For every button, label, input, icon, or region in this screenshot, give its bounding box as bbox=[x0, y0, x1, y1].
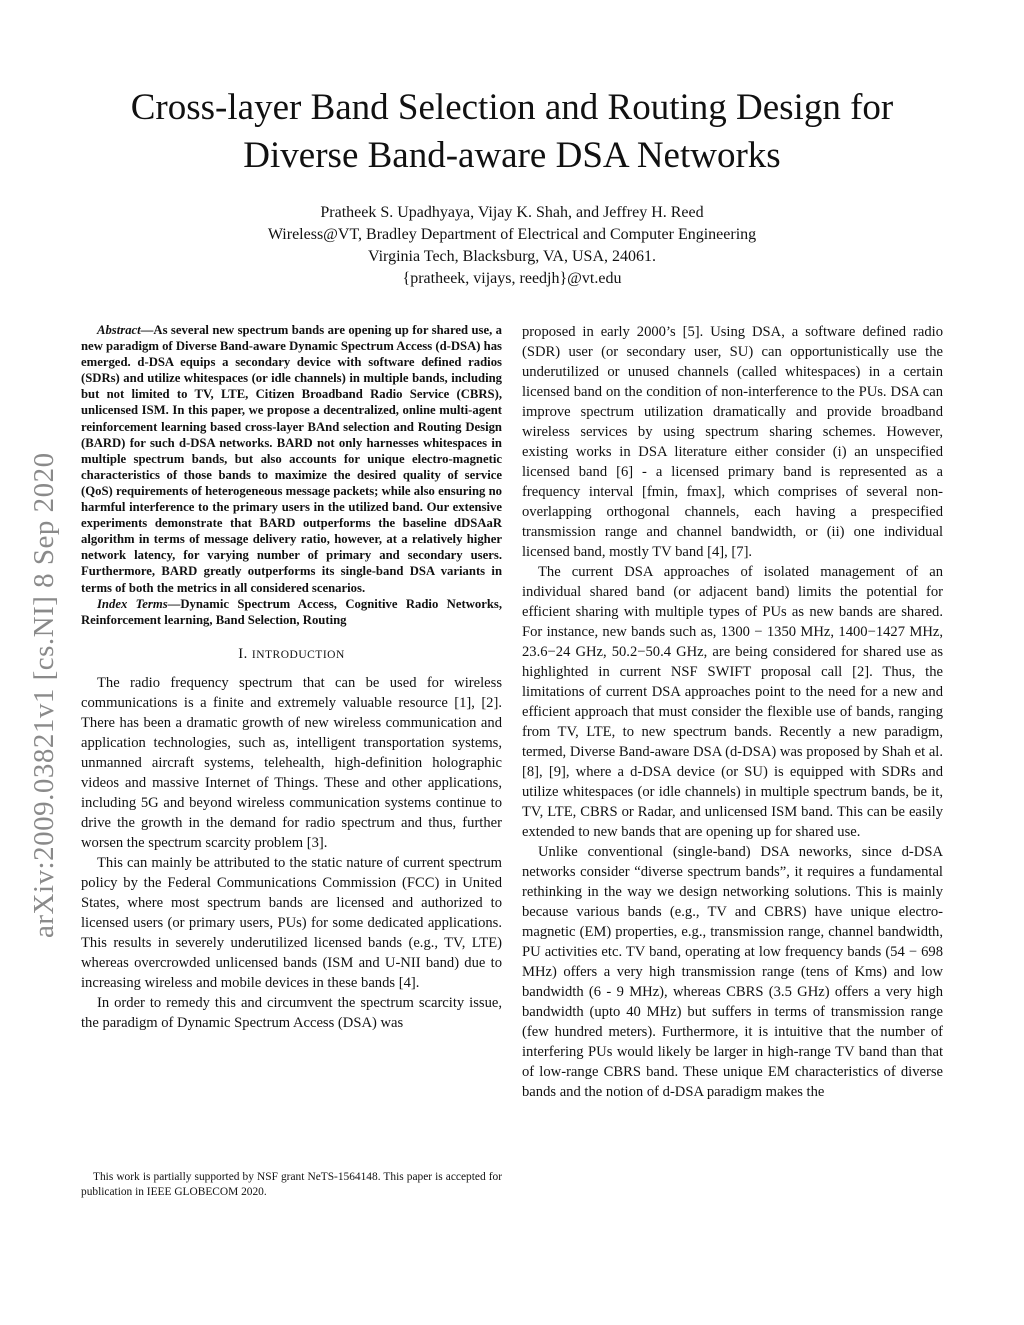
index-terms bbox=[81, 596, 502, 628]
index-terms-text: —Dynamic Spectrum Access, Cognitive Radio Networks, Reinforcement learning, Band Selection, Routing bbox=[81, 596, 502, 627]
abstract-text: As several new spectrum bands are opening up for shared use, a new paradigm of Diverse Band-aware Dynamic Spectrum Access (d-DSA) has emerged. d-DSA equips a secondary device with software defined radios (SDRs) and utilize whitespaces (or idle channels) in multiple bands, including but not limited to TV, LTE, Citizen Broadband Radio Service (CBRS), unlicensed ISM. In this paper, we propose a decentralized, online multi-agent reinforcement learning based cross-layer BAnd selection and Routing Design (BARD) for such d-DSA networks. BARD not only harnesses whitespaces in multiple spectrum bands, but also accounts for unique electro-magnetic characteristics of those bands to maximize the desired quality of service (QoS) requirements of heterogeneous message packets; while also ensuring no harmful interference to the primary users in the utilized band. Our extensive experiments demonstrate that BARD outperforms the baseline dDSAaR algorithm in terms of message delivery ratio, however, at a relatively higher network latency, for varying number of primary and secondary users. Furthermore, BARD greatly outperforms its single-band DSA variants in terms of both the metrics in all considered scenarios. bbox=[81, 323, 502, 595]
section-heading bbox=[81, 644, 502, 665]
author-affiliation: Wireless@VT, Bradley Department of Electrical and Computer Engineering bbox=[267, 226, 757, 243]
arxiv-identifier: arXiv:2009.03821v1 [cs.NI] 8 Sep 2020 bbox=[28, 452, 60, 938]
right-paragraph-2: The current DSA approaches of isolated management of an individual shared band (or adjacent band) limits the potential for efficient sharing with multiple types of PUs as new bands are shared. For instance, new bands such as, 1300 − 1350 MHz, 1400−1427 MHz, 23.6−24 GHz, 50.2−50.4 GHz, are being considered for shared use as highlighted in current NSF SWIFT proposal call [2]. Thus, the limitations of current DSA approaches point to the need for a new and efficient approach that must consider the flexible use of bands, ranging from TV, LTE, to new spectrum bands. Recently a new paradigm, termed, Diverse Band-aware DSA (d-DSA) was proposed by Shah et al. [8], [9], where a d-DSA device (or SU) is equipped with SDRs and utilize whitespaces (or idle channels) in multiple spectrum bands, be it, TV, LTE, CBRS or Radar, and unlicensed ISM band. This can be easily extended to new bands that are opening up for shared use. bbox=[522, 564, 943, 840]
left-paragraph-1: The radio frequency spectrum that can be used for wireless communications is a finite and extremely valuable resource [1], [2]. There has been a dramatic growth of new wireless communication and application technologies, such as, intelligent transportation systems, unmanned aircraft systems, telehealth, high-definition holographic videos and massive Internet of Things. These and other applications, including 5G and beyond wireless communication systems continue to drive the growth in the demand for radio spectrum and thus, further worsen the spectrum scarcity problem [3]. bbox=[81, 674, 502, 851]
right-paragraph-1: proposed in early 2000’s [5]. Using DSA, a software defined radio (SDR) user (or secondary user, SU) can opportunistically use the underutilized or unused channels (called whitespaces) in a certain licensed band on the condition of non-interference to the PUs. DSA can improve spectrum utilization dramatically and provide broadband wireless services by using spectrum sharing schemes. However, existing works in DSA literature either consider (i) an unspecified licensed band [6] - a licensed primary band is represented as a frequency interval [fmin, fmax], which comprises of several non-overlapping orthogonal channels, each having a prespecified transmission range and channel bandwidth, or (ii) one individual licensed band, mostly TV band [4], [7]. bbox=[522, 324, 943, 560]
author-location: Virginia Tech, Blacksburg, VA, USA, 24061. bbox=[368, 248, 656, 265]
abstract-lead: Abstract— bbox=[97, 323, 154, 337]
left-paragraph-2: This can mainly be attributed to the static nature of current spectrum policy by the Federal Communications Commission (FCC) in United States, where most spectrum bands are licensed and authorized to licensed users (or primary users, PUs) for some dedicated applications. This results in severely underutilized licensed bands (e.g., TV, LTE) whereas overcrowded unlicensed bands (ISM and U-NII band) due to increasing wireless and mobile devices in these bands [4]. bbox=[81, 854, 502, 991]
right-column bbox=[522, 322, 943, 1102]
footnote: This work is partially supported by NSF grant NeTS-1564148. This paper is accepted for publication in IEEE GLOBECOM 2020. bbox=[81, 1171, 502, 1198]
right-paragraph-3: Unlike conventional (single-band) DSA neworks, since d-DSA networks consider “diverse spectrum bands”, it requires a fundamental rethinking in the way we design networking solutions. This is mainly because various bands (e.g., TV and CBRS) have unique electro-magnetic (EM) properties, e.g., transmission range, channel bandwidth, PU activities etc. TV band, operating at low frequency bands (54 − 698 MHz) offers a very high transmission range (tens of Kms) and low bandwidth (6 - 9 MHz), whereas CBRS (3.5 GHz) offers a very high bandwidth (upto 40 MHz) but suffers in terms of transmission range (few hundred meters). Furthermore, it is intuitive that the number of interfering PUs would likely be larger in high-range TV band than that of low-range CBRS band. These unique EM characteristics of diverse bands and the notion of d-DSA paradigm makes the bbox=[522, 844, 943, 1100]
left-paragraph-3: In order to remedy this and circumvent the spectrum scarcity issue, the paradigm of Dynamic Spectrum Access (DSA) was bbox=[81, 994, 502, 1031]
author-block bbox=[60, 202, 964, 290]
title-line-2: Diverse Band-aware DSA Networks bbox=[243, 135, 781, 176]
abstract bbox=[81, 322, 502, 596]
author-email: {pratheek, vijays, reedjh}@vt.edu bbox=[402, 270, 622, 287]
title-line-1: Cross-layer Band Selection and Routing Design for bbox=[130, 87, 894, 128]
section-title: INTRODUCTION bbox=[251, 648, 345, 661]
paper-title bbox=[60, 84, 964, 180]
section-number: I. bbox=[238, 645, 252, 662]
left-column bbox=[81, 322, 502, 1033]
index-terms-lead: Index Terms bbox=[97, 596, 168, 611]
author-names: Pratheek S. Upadhyaya, Vijay K. Shah, and Jeffrey H. Reed bbox=[320, 204, 704, 221]
